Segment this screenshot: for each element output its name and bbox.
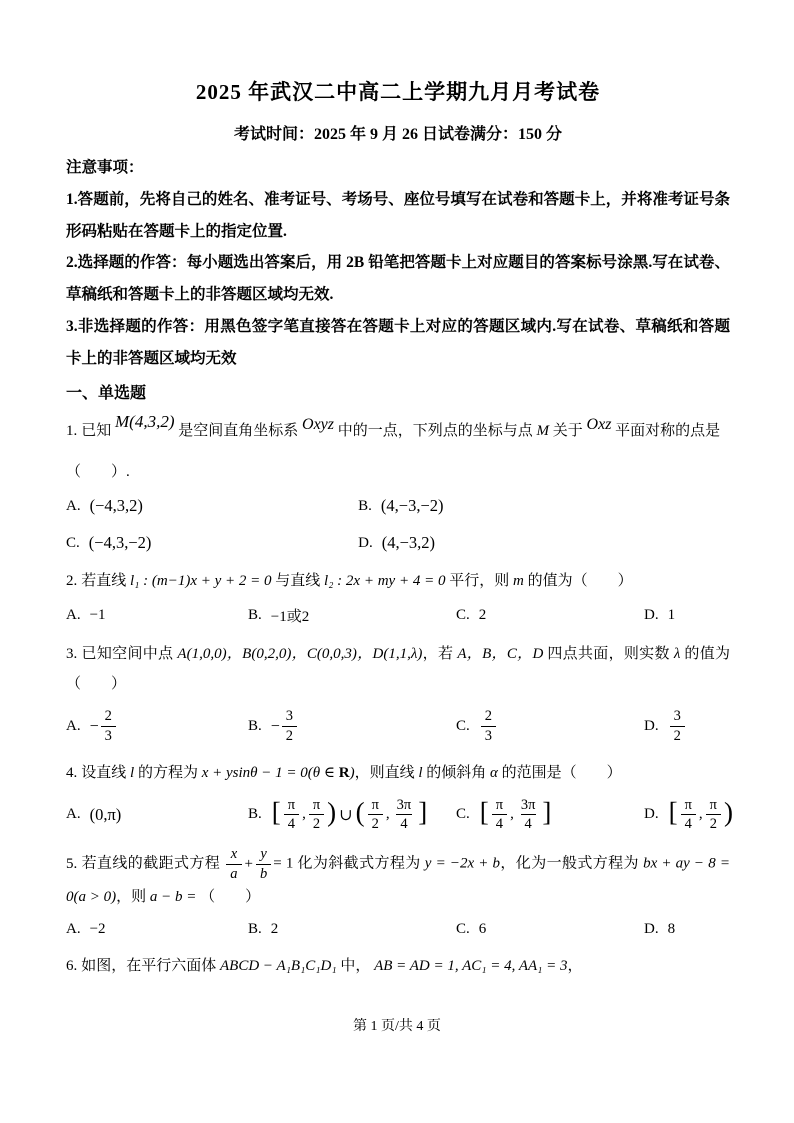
interval-bracket: ) [724, 797, 733, 828]
notice-heading: 注意事项： [66, 159, 144, 176]
page-title: 2025 年武汉二中高二上学期九月月考试卷 [195, 80, 601, 104]
option-value: −1 [89, 607, 106, 624]
question-number: 2. [66, 573, 78, 590]
stem-text: 平面对称的点是 [615, 423, 721, 440]
question-3-options [66, 708, 730, 744]
fraction [309, 797, 324, 833]
option-value: (−4,3,−2) [88, 533, 152, 553]
math-points-abcd: A(1,0,0)，B(0,2,0)，C(0,0,3)，D(1,1,λ) [177, 646, 423, 663]
fraction [517, 797, 540, 833]
fraction-numerator: π [709, 796, 717, 813]
option-label: B. [248, 921, 262, 938]
option-label: D. [644, 921, 659, 938]
fraction-x-over-a [226, 846, 241, 882]
fraction-numerator: π [495, 796, 504, 813]
fraction-numerator: 2 [104, 708, 112, 725]
option-d [644, 607, 730, 624]
question-6-stem [66, 951, 730, 981]
interval-bracket: ) [327, 797, 337, 828]
question-number: 3. [66, 646, 78, 663]
fraction-numerator: 3π [520, 796, 536, 813]
option-label: B. [358, 497, 372, 514]
option-value: 6 [478, 921, 487, 938]
question-2-stem [66, 566, 730, 596]
math-l: l [418, 764, 423, 781]
notice-item-3: 3.非选择题的作答：用黑色签字笔直接答在答题卡上对应的答题区域内.写在试卷、草稿纸和答题卡上的非答题区域均无效 [66, 317, 730, 367]
stem-text: 中， [340, 958, 371, 975]
option-label: D. [644, 806, 659, 823]
option-label: B. [248, 718, 262, 735]
fraction [284, 797, 299, 833]
stem-text: ， [567, 958, 583, 975]
stem-text: 关于 [552, 423, 583, 440]
stem-text: ，则 [116, 889, 147, 906]
fraction-numerator: 3 [285, 708, 294, 725]
stem-text: 的值为（ ） [527, 573, 633, 590]
option-label: B. [248, 607, 262, 624]
option-value: −1或2 [270, 609, 310, 626]
option-a [66, 607, 248, 624]
math-m-var: m [512, 573, 524, 590]
interval-bracket: ] [542, 797, 552, 828]
stem-text: 是空间直角坐标系 [178, 423, 299, 440]
math-line-equation: x + ysinθ − 1 = 0(θ ∈ [201, 764, 339, 781]
math-abcd-letters: A，B，C，D [457, 646, 544, 663]
fraction-sign: − [89, 717, 99, 735]
stem-text: ，化为一般式方程为 [500, 855, 639, 872]
fraction-sign: − [270, 717, 280, 735]
stem-text: 的范围是（ ） [501, 764, 622, 781]
stem-text: 与直线 [275, 573, 321, 590]
math-point-m: M(4,3,2) [115, 412, 175, 432]
option-label: A. [66, 921, 81, 938]
option-label: C. [456, 718, 470, 735]
math-close-paren: ) [349, 764, 355, 781]
question-1 [66, 413, 730, 553]
page-footer: 第 1 页/共 4 页 [353, 1019, 441, 1034]
math-a-minus-b: a − b = [149, 889, 197, 906]
math-line-l1: l₁ : (m−1)x + y + 2 = 0 [130, 573, 272, 590]
answer-blank: （ ） [200, 889, 261, 906]
fraction-denominator: 2 [368, 814, 383, 833]
fraction [706, 797, 721, 833]
option-label: D. [644, 718, 659, 735]
math-m: M [536, 423, 550, 440]
option-value: 2 [270, 921, 279, 938]
math-alpha: α [490, 764, 498, 781]
option-label: A. [66, 718, 81, 735]
option-a [66, 496, 358, 516]
fraction-numerator: x [230, 846, 238, 863]
stem-text: ，若 [422, 646, 454, 663]
math-oxz: Oxz [586, 416, 612, 434]
fraction-numerator: π [312, 796, 321, 813]
question-number: 1. [66, 423, 78, 440]
fraction [393, 797, 416, 833]
fraction-denominator: 4 [521, 814, 536, 833]
option-b [248, 921, 456, 938]
fraction [282, 708, 297, 744]
interval-bracket: [ [479, 797, 489, 828]
question-3 [66, 639, 730, 744]
comma: , [385, 806, 390, 823]
option-label: B. [248, 806, 262, 823]
interval-bracket: ( [355, 797, 365, 828]
math-general-form: bx + ay − 8 = 0(a > 0) [66, 855, 730, 906]
fraction-denominator: 4 [396, 814, 411, 833]
notice-section [66, 152, 730, 374]
notice-item-2: 2.选择题的作答：每小题选出答案后，用 2B 铅笔把答题卡上对应题目的答案标号涂黑.写在试卷、草稿纸和答题卡上的非答题区域均无效. [66, 254, 730, 304]
option-label: C. [456, 607, 470, 624]
option-c [456, 921, 644, 938]
fraction [101, 708, 116, 744]
option-label: A. [66, 806, 81, 823]
interval-bracket: [ [271, 797, 281, 828]
math-edge-lengths: AB = AD = 1, AC₁ = 4, AA₁ = 3 [374, 958, 568, 975]
exam-info: 考试时间：2025 年 9 月 26 日试卷满分：150 分 [233, 126, 562, 143]
option-value: (−4,3,2) [89, 496, 143, 516]
option-d [358, 533, 650, 553]
option-d [644, 708, 730, 744]
equals-one: = 1 [273, 855, 294, 872]
fraction-numerator: 3π [396, 796, 412, 813]
fraction-denominator: 4 [284, 814, 299, 833]
notice-item-1: 1.答题前，先将自己的姓名、准考证号、考场号、座位号填写在试卷和答题卡上，并将准考证号条形码粘贴在答题卡上的指定位置. [66, 190, 730, 240]
stem-text: 的倾斜角 [426, 764, 487, 781]
option-a [66, 805, 248, 825]
option-label: C. [456, 806, 470, 823]
plus-sign: + [244, 855, 254, 872]
question-1-options [66, 496, 650, 553]
stem-text: 的方程为 [137, 764, 198, 781]
option-label: A. [66, 607, 81, 624]
option-b [248, 797, 456, 833]
fraction [681, 797, 696, 833]
fraction-denominator: b [256, 864, 271, 883]
comma: , [302, 806, 306, 823]
option-value: 1 [667, 607, 676, 624]
fraction-denominator: 3 [481, 726, 496, 745]
fraction-numerator: 3 [673, 708, 681, 725]
comma: , [510, 806, 514, 823]
fraction-denominator: 3 [101, 726, 116, 745]
math-slope-intercept: y = −2x + b [424, 855, 501, 872]
fraction-denominator: 2 [309, 814, 324, 833]
option-value: (4,−3,−2) [380, 496, 444, 516]
option-a [66, 921, 248, 938]
fraction-denominator: a [226, 864, 241, 883]
option-a [66, 708, 248, 744]
math-l: l [130, 764, 135, 781]
option-value: −2 [89, 921, 106, 938]
fraction-numerator: π [287, 796, 296, 813]
question-number: 5. [66, 855, 78, 872]
question-5 [66, 846, 730, 938]
fraction [481, 708, 496, 744]
fraction-numerator: π [684, 796, 692, 813]
fraction-numerator: y [260, 846, 267, 863]
question-3-stem [66, 639, 730, 699]
option-value: 2 [478, 607, 487, 624]
option-c [456, 708, 644, 744]
fraction [670, 708, 685, 744]
fraction-denominator: 2 [282, 726, 297, 745]
option-value: (4,−3,2) [381, 533, 436, 553]
math-oxyz: Oxyz [302, 416, 334, 434]
stem-text: ，则直线 [354, 764, 415, 781]
stem-text: 如图，在平行六面体 [81, 958, 217, 975]
question-5-options [66, 921, 730, 938]
section-heading-single-choice: 一、单选题 [66, 385, 147, 403]
option-b [358, 496, 650, 516]
stem-text: 已知空间中点 [81, 646, 174, 663]
math-lambda: λ [673, 646, 681, 663]
fraction-denominator: 4 [492, 814, 507, 833]
stem-text: 若直线的截距式方程 [81, 855, 221, 872]
math-parallelepiped: ABCD − A₁B₁C₁D₁ [220, 958, 337, 975]
union-symbol: ∪ [339, 806, 353, 824]
interval-bracket: ] [418, 797, 428, 828]
stem-text: 化为斜截式方程为 [297, 855, 421, 872]
fraction-denominator: 2 [670, 726, 685, 745]
option-b [248, 605, 456, 626]
option-d [644, 921, 730, 938]
question-number: 6. [66, 958, 78, 975]
interval-bracket: [ [668, 797, 678, 828]
option-label: C. [66, 534, 80, 551]
answer-blank: （ ）. [66, 464, 130, 481]
stem-text: 若直线 [81, 573, 127, 590]
stem-text: 四点共面，则实数 [547, 646, 670, 663]
option-c [456, 607, 644, 624]
math-line-l2: l₂ : 2x + my + 4 = 0 [324, 573, 446, 590]
question-5-stem [66, 846, 730, 912]
math-real-set: R [338, 764, 350, 781]
option-label: C. [456, 921, 470, 938]
stem-text: 中的一点，下列点的坐标与点 [337, 423, 533, 440]
option-d [644, 797, 734, 833]
fraction [492, 797, 507, 833]
question-4-stem [66, 758, 730, 788]
question-2-options [66, 605, 730, 626]
option-value: 8 [667, 921, 676, 938]
option-b [248, 708, 456, 744]
stem-text: 已知 [81, 423, 112, 440]
question-4 [66, 758, 733, 833]
fraction-y-over-b [256, 846, 271, 882]
question-2 [66, 566, 730, 626]
question-number: 4. [66, 764, 78, 781]
fraction-denominator: 4 [681, 814, 696, 833]
option-c [66, 533, 358, 553]
fraction-numerator: π [371, 796, 379, 813]
stem-text: 的值为（ ） [66, 646, 731, 693]
question-1-stem [66, 413, 730, 447]
stem-text: 设直线 [81, 764, 127, 781]
comma: , [698, 806, 703, 823]
fraction [368, 797, 383, 833]
stem-text: 平行，则 [449, 573, 510, 590]
option-label: D. [358, 534, 373, 551]
fraction-denominator: 2 [706, 814, 721, 833]
option-label: A. [66, 497, 81, 514]
option-label: D. [644, 607, 659, 624]
fraction-numerator: 2 [484, 708, 493, 725]
option-value: (0,π) [89, 804, 122, 824]
option-c [456, 797, 644, 833]
question-4-options [66, 796, 733, 833]
question-6 [66, 951, 730, 981]
